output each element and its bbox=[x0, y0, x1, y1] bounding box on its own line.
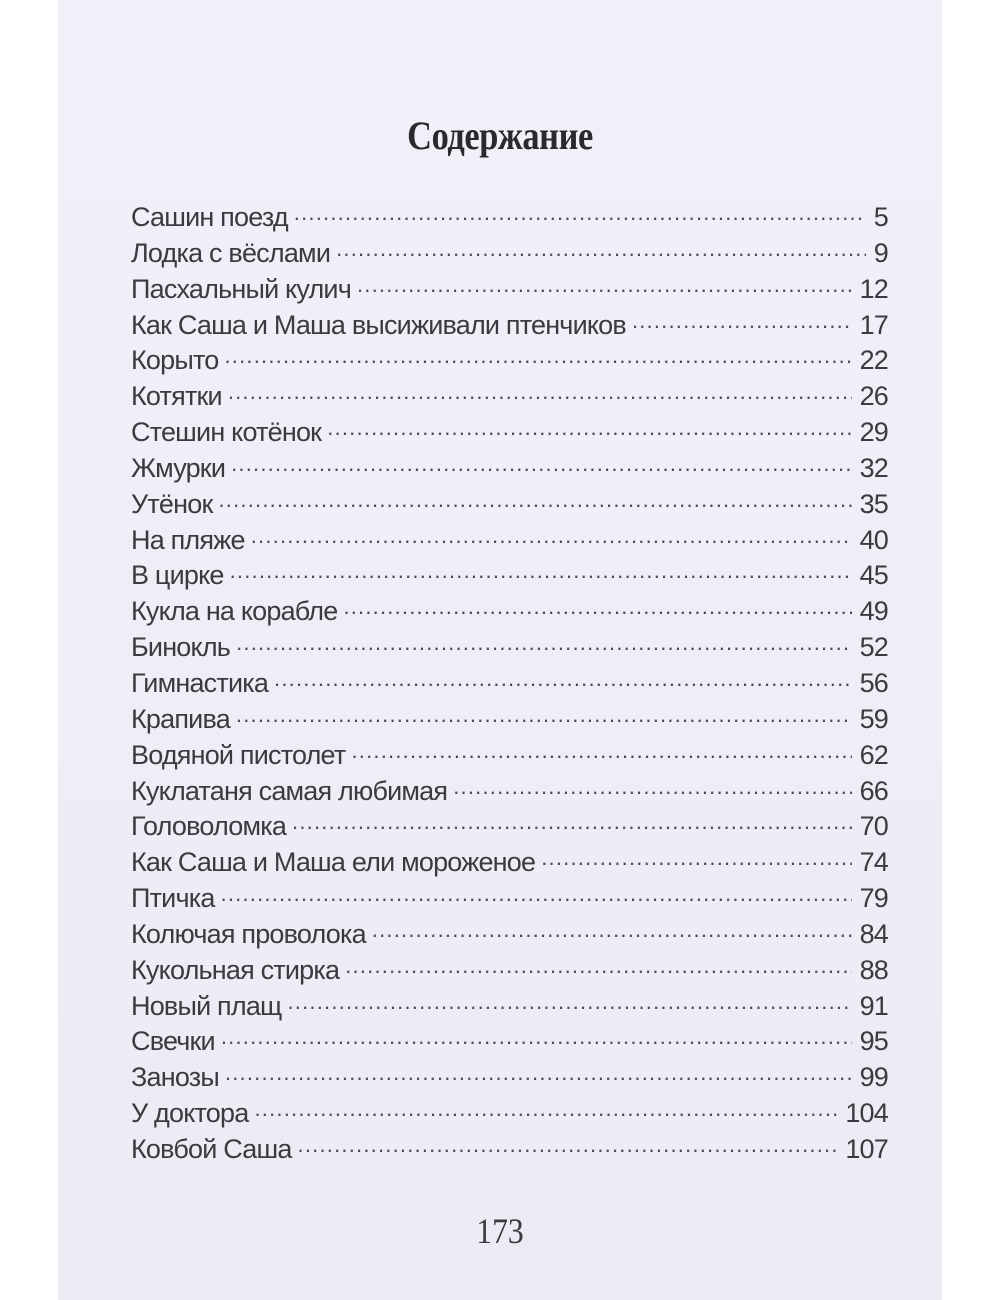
dot-leader bbox=[541, 844, 851, 871]
dot-leader bbox=[287, 988, 851, 1015]
toc-entry bbox=[131, 199, 888, 235]
toc-entry-page: 59 bbox=[859, 703, 888, 734]
toc-entry-page: 45 bbox=[859, 560, 888, 591]
toc-entry bbox=[131, 844, 888, 880]
dot-leader bbox=[224, 342, 851, 369]
book-page bbox=[58, 0, 942, 1300]
toc-entry bbox=[131, 522, 888, 558]
toc-entry bbox=[131, 773, 888, 809]
toc-entry-page: 26 bbox=[859, 381, 888, 412]
toc-entry-title: Птичка bbox=[131, 883, 215, 914]
toc-entry-title: Жмурки bbox=[131, 452, 226, 483]
toc-entry-title: Бинокль bbox=[131, 632, 231, 663]
toc-entry bbox=[131, 1059, 888, 1095]
toc-entry bbox=[131, 414, 888, 450]
toc-entry bbox=[131, 1131, 888, 1167]
toc-entry bbox=[131, 808, 888, 844]
toc-entry-title: Водяной пистолет bbox=[131, 739, 346, 770]
toc-entry-title: Утёнок bbox=[131, 488, 213, 519]
toc-entry bbox=[131, 880, 888, 916]
toc-entry-title: Головоломка bbox=[131, 811, 287, 842]
toc-entry-title: Кукла на корабле bbox=[131, 596, 338, 627]
toc-entry-page: 74 bbox=[859, 847, 888, 878]
toc-entry-page: 5 bbox=[873, 202, 888, 232]
toc-entry-title: В цирке bbox=[131, 560, 224, 591]
toc-entry bbox=[131, 1095, 888, 1131]
toc-entry-page: 99 bbox=[859, 1062, 888, 1093]
dot-leader bbox=[298, 1131, 838, 1158]
toc-entry bbox=[131, 701, 888, 737]
toc-entry-title: Как Саша и Маша ели мороженое bbox=[131, 847, 536, 878]
toc-entry bbox=[131, 342, 888, 378]
toc-entry-title: Крапива bbox=[131, 703, 230, 734]
toc-entry-page: 79 bbox=[859, 883, 888, 914]
toc-entry bbox=[131, 988, 888, 1024]
toc-entry bbox=[131, 952, 888, 988]
toc-entry-page: 32 bbox=[859, 452, 888, 483]
toc-entry bbox=[131, 916, 888, 952]
dot-leader bbox=[357, 271, 852, 298]
table-of-contents bbox=[131, 199, 888, 1167]
toc-entry-page: 52 bbox=[859, 632, 888, 663]
dot-leader bbox=[453, 773, 851, 800]
dot-leader bbox=[228, 378, 852, 405]
dot-leader bbox=[254, 1095, 837, 1122]
toc-entry bbox=[131, 235, 888, 271]
toc-entry-title: Пасхальный кулич bbox=[131, 273, 351, 304]
toc-entry bbox=[131, 737, 888, 773]
dot-leader bbox=[294, 199, 866, 226]
toc-entry-title: Как Саша и Маша высиживали птенчиков bbox=[131, 309, 626, 340]
toc-entry-page: 107 bbox=[845, 1133, 888, 1164]
toc-entry-title: Стешин котёнок bbox=[131, 417, 322, 448]
toc-entry-page: 29 bbox=[859, 417, 888, 448]
toc-entry-title: У доктора bbox=[131, 1098, 249, 1129]
toc-entry-title: Котятки bbox=[131, 381, 222, 412]
toc-entry-page: 22 bbox=[859, 345, 888, 376]
toc-entry-page: 95 bbox=[859, 1026, 888, 1057]
toc-entry bbox=[131, 557, 888, 593]
toc-entry bbox=[131, 378, 888, 414]
dot-leader bbox=[351, 737, 851, 764]
dot-leader bbox=[372, 916, 852, 943]
toc-entry bbox=[131, 593, 888, 629]
toc-entry-page: 12 bbox=[859, 273, 888, 304]
toc-entry bbox=[131, 271, 888, 307]
dot-leader bbox=[230, 557, 852, 584]
toc-entry-page: 62 bbox=[859, 739, 888, 770]
toc-entry bbox=[131, 486, 888, 522]
dot-leader bbox=[221, 1023, 852, 1050]
toc-entry bbox=[131, 665, 888, 701]
toc-entry-title: Колючая проволока bbox=[131, 918, 366, 949]
toc-entry-title: Свечки bbox=[131, 1026, 215, 1057]
dot-leader bbox=[218, 486, 851, 513]
page-number: 173 bbox=[476, 1211, 524, 1251]
toc-heading: Содержание bbox=[407, 113, 593, 158]
dot-leader bbox=[336, 235, 866, 262]
toc-entry-page: 40 bbox=[859, 524, 888, 555]
toc-entry-title: Занозы bbox=[131, 1062, 219, 1093]
toc-entry-page: 66 bbox=[859, 775, 888, 806]
toc-entry-title: Корыто bbox=[131, 345, 219, 376]
toc-entry-page: 49 bbox=[859, 596, 888, 627]
toc-entry-title: Новый плащ bbox=[131, 990, 282, 1021]
toc-entry-page: 70 bbox=[859, 811, 888, 842]
toc-entry-page: 17 bbox=[859, 309, 888, 340]
dot-leader bbox=[221, 880, 852, 907]
toc-entry-page: 9 bbox=[873, 237, 888, 268]
toc-entry-page: 91 bbox=[859, 990, 888, 1021]
dot-leader bbox=[343, 593, 851, 620]
dot-leader bbox=[231, 450, 851, 477]
toc-entry-title: Кукольная стирка bbox=[131, 954, 340, 985]
toc-entry-title: Сашин поезд bbox=[131, 202, 288, 232]
toc-entry bbox=[131, 307, 888, 343]
dot-leader bbox=[251, 522, 852, 549]
dot-leader bbox=[236, 629, 851, 656]
toc-entry bbox=[131, 1023, 888, 1059]
toc-entry-page: 56 bbox=[859, 667, 888, 698]
toc-entry-page: 84 bbox=[859, 918, 888, 949]
toc-entry-page: 88 bbox=[859, 954, 888, 985]
dot-leader bbox=[236, 701, 852, 728]
dot-leader bbox=[292, 808, 852, 835]
toc-entry-page: 104 bbox=[845, 1098, 888, 1129]
toc-entry bbox=[131, 450, 888, 486]
toc-entry-title: На пляже bbox=[131, 524, 245, 555]
toc-entry bbox=[131, 629, 888, 665]
toc-entry-title: Куклатаня самая любимая bbox=[131, 775, 448, 806]
toc-entry-page: 35 bbox=[859, 488, 888, 519]
dot-leader bbox=[274, 665, 852, 692]
dot-leader bbox=[345, 952, 851, 979]
dot-leader bbox=[632, 307, 852, 334]
toc-entry-title: Ковбой Саша bbox=[131, 1133, 292, 1164]
toc-entry-title: Гимнастика bbox=[131, 667, 269, 698]
dot-leader bbox=[225, 1059, 852, 1086]
toc-entry-title: Лодка с вёслами bbox=[131, 237, 331, 268]
dot-leader bbox=[327, 414, 851, 441]
